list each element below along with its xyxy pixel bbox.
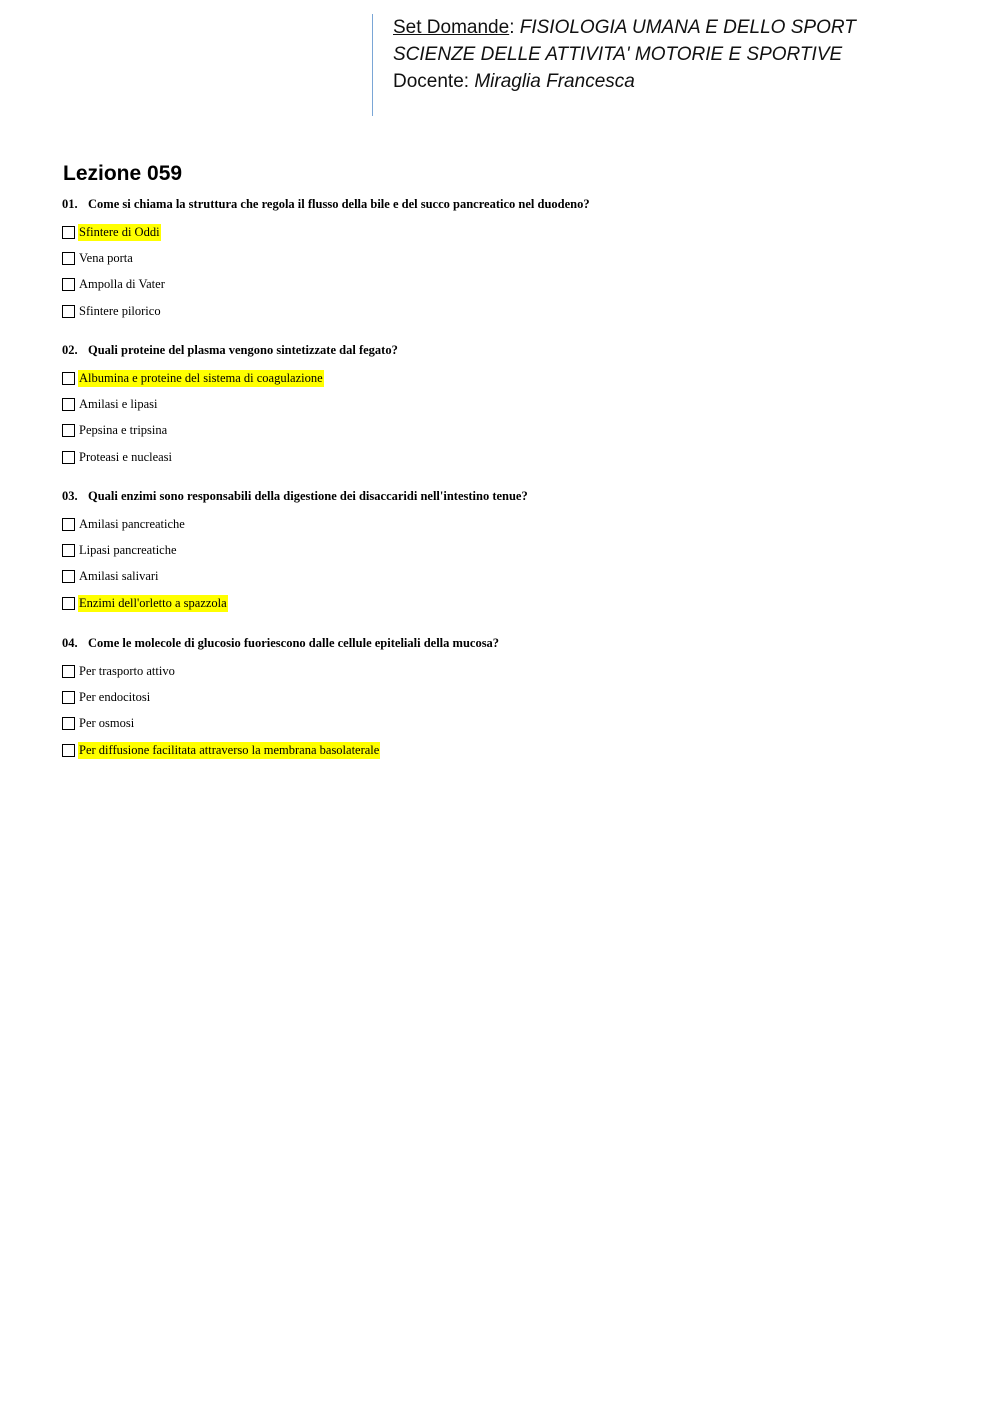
- answer-option[interactable]: [62, 564, 962, 590]
- checkbox[interactable]: [62, 544, 75, 557]
- question-block: [62, 487, 962, 616]
- answer-option[interactable]: [62, 272, 962, 298]
- header-set-line: [393, 14, 972, 41]
- answer-label: Amilasi pancreatiche: [79, 516, 185, 531]
- question-number: 01.: [62, 197, 78, 211]
- question-number: 03.: [62, 489, 78, 503]
- checkbox[interactable]: [62, 597, 75, 610]
- checkbox[interactable]: [62, 252, 75, 265]
- checkbox[interactable]: [62, 398, 75, 411]
- answer-option[interactable]: [62, 365, 962, 391]
- answer-list: [62, 365, 962, 470]
- answer-option[interactable]: [62, 418, 962, 444]
- answer-label: Sfintere pilorico: [79, 303, 161, 318]
- answer-list: [62, 658, 962, 763]
- question-text: [62, 487, 962, 505]
- answer-option[interactable]: [62, 590, 962, 616]
- answer-option[interactable]: [62, 245, 962, 271]
- checkbox[interactable]: [62, 570, 75, 583]
- answer-option[interactable]: [62, 658, 962, 684]
- answer-label: Ampolla di Vater: [79, 277, 165, 292]
- checkbox[interactable]: [62, 278, 75, 291]
- program-name: SCIENZE DELLE ATTIVITA' MOTORIE E SPORTIVE: [393, 44, 843, 65]
- question-number: 04.: [62, 636, 78, 650]
- question-text: [62, 634, 962, 652]
- set-label: Set Domande: [393, 17, 510, 38]
- answer-label: Amilasi e lipasi: [79, 396, 158, 411]
- header-teacher-line: [393, 68, 972, 95]
- answer-label: Enzimi dell'orletto a spazzola: [79, 595, 227, 610]
- answer-label: Pepsina e tripsina: [79, 423, 168, 438]
- document-header: [372, 14, 972, 116]
- question-text: [62, 195, 962, 213]
- lesson-title: Lezione 059: [63, 162, 183, 185]
- answer-option[interactable]: [62, 711, 962, 737]
- checkbox[interactable]: [62, 424, 75, 437]
- answer-label: Lipasi pancreatiche: [79, 542, 177, 557]
- answer-label: Proteasi e nucleasi: [79, 449, 173, 464]
- checkbox[interactable]: [62, 305, 75, 318]
- question-text: [62, 341, 962, 359]
- course-name: FISIOLOGIA UMANA E DELLO SPORT: [519, 17, 856, 38]
- answer-label: Amilasi salivari: [79, 569, 159, 584]
- question-block: [62, 634, 962, 763]
- answer-option[interactable]: [62, 537, 962, 563]
- checkbox[interactable]: [62, 518, 75, 531]
- answer-option[interactable]: [62, 684, 962, 710]
- question-block: [62, 195, 962, 324]
- teacher-label: Docente:: [393, 71, 475, 92]
- checkbox[interactable]: [62, 372, 75, 385]
- answer-label: Per trasporto attivo: [79, 663, 175, 678]
- checkbox[interactable]: [62, 744, 75, 757]
- answer-option[interactable]: [62, 511, 962, 537]
- answer-option[interactable]: [62, 444, 962, 470]
- checkbox[interactable]: [62, 226, 75, 239]
- answer-list: [62, 511, 962, 616]
- question-label: Quali proteine del plasma vengono sintetizzate dal fegato?: [88, 343, 398, 357]
- teacher-name: Miraglia Francesca: [474, 71, 635, 92]
- answer-option[interactable]: [62, 391, 962, 417]
- question-label: Quali enzimi sono responsabili della digestione dei disaccaridi nell'intestino tenue?: [88, 489, 528, 503]
- question-number: 02.: [62, 343, 78, 357]
- checkbox[interactable]: [62, 691, 75, 704]
- question-block: [62, 341, 962, 470]
- answer-label: Albumina e proteine del sistema di coagulazione: [79, 370, 323, 385]
- checkbox[interactable]: [62, 717, 75, 730]
- answer-option[interactable]: [62, 737, 962, 763]
- checkbox[interactable]: [62, 451, 75, 464]
- answer-label: Per osmosi: [79, 716, 135, 731]
- answer-list: [62, 219, 962, 324]
- question-label: Come le molecole di glucosio fuoriescono dalle cellule epiteliali della mucosa?: [88, 636, 500, 650]
- answer-option[interactable]: [62, 219, 962, 245]
- question-label: Come si chiama la struttura che regola il flusso della bile e del succo pancreatico nel duodeno?: [88, 197, 590, 211]
- answer-label: Vena porta: [79, 250, 133, 265]
- set-separator: :: [509, 17, 520, 38]
- checkbox[interactable]: [62, 665, 75, 678]
- answer-label: Per diffusione facilitata attraverso la membrana basolaterale: [79, 742, 380, 757]
- answer-label: Per endocitosi: [79, 689, 151, 704]
- answer-option[interactable]: [62, 298, 962, 324]
- answer-label: Sfintere di Oddi: [79, 224, 160, 239]
